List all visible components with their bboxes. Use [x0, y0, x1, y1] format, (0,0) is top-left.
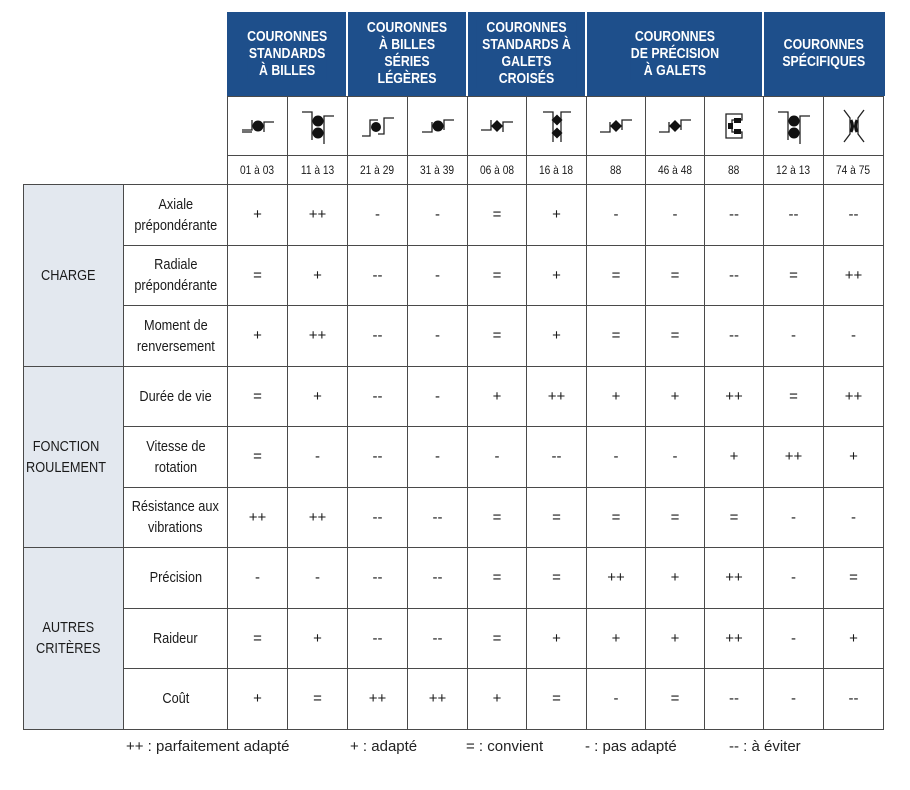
column-icon-cell: [468, 97, 527, 156]
column-reference: [824, 156, 884, 185]
criterion-label: Raideur: [153, 629, 198, 647]
rating-cell: =: [587, 306, 646, 367]
rating-cell: -: [348, 185, 408, 246]
rating-cell: -: [824, 306, 884, 367]
rating-cell: ++: [408, 669, 468, 730]
rating-cell: --: [348, 245, 408, 306]
rating-cell: =: [468, 306, 527, 367]
column-reference: [527, 156, 587, 185]
rating-cell: --: [527, 427, 587, 488]
criterion-cell: [124, 608, 228, 669]
rating-cell: -: [468, 427, 527, 488]
criterion-label: Résistance aux vibrations: [131, 498, 220, 537]
column-reference: [288, 156, 348, 185]
criterion-cell: [124, 366, 228, 427]
column-icon-cell: [646, 97, 705, 156]
group-header-label: COURONNES À BILLES SÉRIES LÉGÈRES: [357, 20, 457, 88]
rating-cell: +: [824, 427, 884, 488]
column-reference-label: 21 à 29: [360, 163, 395, 177]
rating-cell: +: [288, 366, 348, 427]
criterion-cell: [124, 245, 228, 306]
rating-cell: +: [228, 306, 288, 367]
precision-roller-icon: [587, 106, 645, 146]
rating-cell: =: [228, 245, 288, 306]
corner-blank: [24, 97, 228, 156]
column-icon-cell: [764, 97, 824, 156]
rating-cell: ++: [288, 487, 348, 548]
rating-cell: =: [468, 608, 527, 669]
legend-item: = : convient: [466, 738, 544, 755]
category-cell: [24, 366, 124, 548]
rating-cell: =: [468, 548, 527, 609]
column-reference-label: 06 à 08: [479, 163, 515, 177]
rating-cell: --: [408, 548, 468, 609]
rating-cell: -: [408, 185, 468, 246]
column-reference-label: 88: [728, 163, 740, 177]
rating-cell: +: [527, 245, 587, 306]
rating-cell: =: [527, 487, 587, 548]
rating-cell: =: [288, 669, 348, 730]
rating-cell: ++: [288, 185, 348, 246]
legend-item: - : pas adapté: [585, 738, 677, 755]
group-header-label: COURONNES STANDARDS À GALETS CROISÉS: [477, 20, 576, 88]
reference-row: [24, 156, 884, 185]
rating-cell: ++: [705, 366, 764, 427]
specific-double-ball-icon: [764, 106, 823, 146]
rating-cell: =: [468, 185, 527, 246]
column-reference-label: 88: [610, 163, 622, 177]
rating-cell: --: [705, 245, 764, 306]
single-ball-bearing-icon: [228, 106, 287, 146]
rating-cell: =: [228, 366, 288, 427]
rating-cell: +: [228, 669, 288, 730]
table-row: [24, 548, 884, 609]
table-row: [24, 245, 884, 306]
table-row: [24, 306, 884, 367]
rating-cell: --: [824, 185, 884, 246]
rating-cell: -: [408, 366, 468, 427]
rating-cell: =: [764, 245, 824, 306]
rating-cell: ++: [764, 427, 824, 488]
category-label: CHARGE: [41, 266, 96, 284]
column-reference-label: 16 à 18: [539, 163, 574, 177]
category-cell: [24, 548, 124, 730]
rating-cell: =: [587, 487, 646, 548]
rating-cell: =: [764, 366, 824, 427]
rating-cell: =: [824, 548, 884, 609]
double-crossed-roller-icon: [527, 106, 586, 146]
column-reference: [228, 156, 288, 185]
rating-cell: +: [527, 185, 587, 246]
legend-item: ++ : parfaitement adapté: [126, 738, 290, 755]
rating-cell: -: [764, 669, 824, 730]
group-header-3: [587, 12, 764, 96]
rating-cell: =: [468, 245, 527, 306]
column-reference: [705, 156, 764, 185]
column-reference-label: 74 à 75: [836, 163, 871, 177]
rating-cell: -: [288, 548, 348, 609]
legend-item: -- : à éviter: [729, 738, 801, 755]
rating-cell: ++: [288, 306, 348, 367]
criterion-label: Précision: [149, 569, 202, 587]
column-icon-cell: [348, 97, 408, 156]
rating-cell: --: [348, 427, 408, 488]
group-header-4: [764, 12, 884, 96]
group-header-0: [228, 12, 348, 96]
column-reference-label: 01 à 03: [240, 163, 275, 177]
rating-cell: +: [288, 245, 348, 306]
corner-blank: [24, 156, 228, 185]
rating-cell: --: [824, 669, 884, 730]
column-reference-label: 46 à 48: [657, 163, 693, 177]
rating-cell: --: [408, 608, 468, 669]
rating-cell: -: [288, 427, 348, 488]
light-ball-bearing-alt-icon: [408, 106, 467, 146]
criterion-cell: [124, 427, 228, 488]
category-label: AUTRES CRITÈRES: [35, 619, 101, 658]
light-ball-bearing-icon: [348, 106, 407, 146]
criterion-label: Vitesse de rotation: [145, 437, 206, 476]
column-icon-cell: [288, 97, 348, 156]
table-row: [24, 366, 884, 427]
rating-cell: =: [646, 487, 705, 548]
column-reference-label: 31 à 39: [420, 163, 455, 177]
rating-cell: +: [527, 608, 587, 669]
rating-cell: -: [408, 245, 468, 306]
rating-cell: --: [348, 306, 408, 367]
criterion-cell: [124, 548, 228, 609]
rating-cell: --: [705, 306, 764, 367]
rating-cell: ++: [228, 487, 288, 548]
table-row: [24, 669, 884, 730]
rating-cell: -: [587, 669, 646, 730]
rating-cell: -: [228, 548, 288, 609]
rating-cell: -: [764, 487, 824, 548]
rating-cell: ++: [527, 366, 587, 427]
column-reference: [764, 156, 824, 185]
column-reference: [408, 156, 468, 185]
rating-cell: -: [408, 427, 468, 488]
rating-cell: =: [527, 669, 587, 730]
criterion-label: Moment de renversement: [136, 316, 215, 355]
rating-cell: +: [228, 185, 288, 246]
rating-cell: -: [646, 185, 705, 246]
group-header-label: COURONNES STANDARDS À BILLES: [246, 28, 328, 79]
group-header-2: [468, 12, 587, 96]
column-reference: [587, 156, 646, 185]
rating-cell: +: [587, 608, 646, 669]
table-row: [24, 608, 884, 669]
criterion-cell: [124, 306, 228, 367]
rating-cell: =: [527, 548, 587, 609]
rating-cell: +: [646, 366, 705, 427]
rating-cell: -: [587, 427, 646, 488]
rating-cell: ++: [587, 548, 646, 609]
rating-cell: --: [764, 185, 824, 246]
double-ball-bearing-icon: [288, 106, 347, 146]
specific-wire-race-icon: [824, 106, 883, 146]
rating-cell: =: [228, 427, 288, 488]
group-header-label: COURONNES SPÉCIFIQUES: [782, 37, 866, 70]
criterion-cell: [124, 487, 228, 548]
rating-cell: -: [824, 487, 884, 548]
rating-cell: =: [468, 487, 527, 548]
rating-cell: --: [348, 487, 408, 548]
group-header-label: COURONNES DE PRÉCISION À GALETS: [630, 28, 719, 79]
legend-item: + : adapté: [350, 738, 418, 755]
rating-cell: -: [646, 427, 705, 488]
rating-cell: --: [348, 366, 408, 427]
rating-cell: ++: [705, 548, 764, 609]
rating-cell: -: [764, 548, 824, 609]
rating-cell: =: [646, 245, 705, 306]
criterion-cell: [124, 669, 228, 730]
rating-cell: +: [468, 366, 527, 427]
rating-cell: --: [705, 669, 764, 730]
criterion-label: Radiale prépondérante: [134, 256, 217, 295]
rating-cell: +: [705, 427, 764, 488]
rating-cell: +: [468, 669, 527, 730]
rating-cell: --: [348, 608, 408, 669]
column-reference: [468, 156, 527, 185]
rating-cell: -: [764, 608, 824, 669]
rating-cell: =: [646, 669, 705, 730]
rating-cell: +: [587, 366, 646, 427]
rating-cell: -: [408, 306, 468, 367]
column-icon-cell: [408, 97, 468, 156]
column-reference-label: 11 à 13: [300, 163, 335, 177]
rating-cell: =: [646, 306, 705, 367]
column-icon-cell: [705, 97, 764, 156]
column-icon-cell: [527, 97, 587, 156]
rating-cell: -: [587, 185, 646, 246]
rating-cell: =: [228, 608, 288, 669]
table-row: [24, 185, 884, 246]
category-label: FONCTION ROULEMENT: [26, 437, 107, 476]
rating-cell: ++: [824, 245, 884, 306]
rating-cell: --: [705, 185, 764, 246]
column-reference: [646, 156, 705, 185]
column-icon-cell: [228, 97, 288, 156]
criterion-cell: [124, 185, 228, 246]
rating-cell: +: [646, 548, 705, 609]
category-cell: [24, 185, 124, 367]
table-row: [24, 427, 884, 488]
rating-cell: ++: [824, 366, 884, 427]
table-row: [24, 487, 884, 548]
column-reference: [348, 156, 408, 185]
rating-cell: ++: [348, 669, 408, 730]
criterion-label: Axiale prépondérante: [134, 195, 217, 234]
criterion-label: Coût: [162, 690, 189, 708]
comparison-table: [23, 96, 884, 730]
rating-cell: =: [705, 487, 764, 548]
rating-cell: -: [764, 306, 824, 367]
column-icon-cell: [824, 97, 884, 156]
rating-cell: +: [288, 608, 348, 669]
rating-cell: +: [824, 608, 884, 669]
rating-cell: +: [527, 306, 587, 367]
column-icon-cell: [587, 97, 646, 156]
crossed-roller-icon: [468, 106, 526, 146]
group-header-1: [348, 12, 468, 96]
rating-cell: --: [408, 487, 468, 548]
group-header-row: [227, 12, 885, 96]
rating-cell: +: [646, 608, 705, 669]
icon-row: [24, 97, 884, 156]
triple-row-roller-icon: [705, 106, 763, 146]
precision-roller-alt-icon: [646, 106, 704, 146]
rating-cell: --: [348, 548, 408, 609]
column-reference-label: 12 à 13: [776, 163, 811, 177]
rating-cell: ++: [705, 608, 764, 669]
rating-cell: =: [587, 245, 646, 306]
criterion-label: Durée de vie: [139, 387, 212, 405]
